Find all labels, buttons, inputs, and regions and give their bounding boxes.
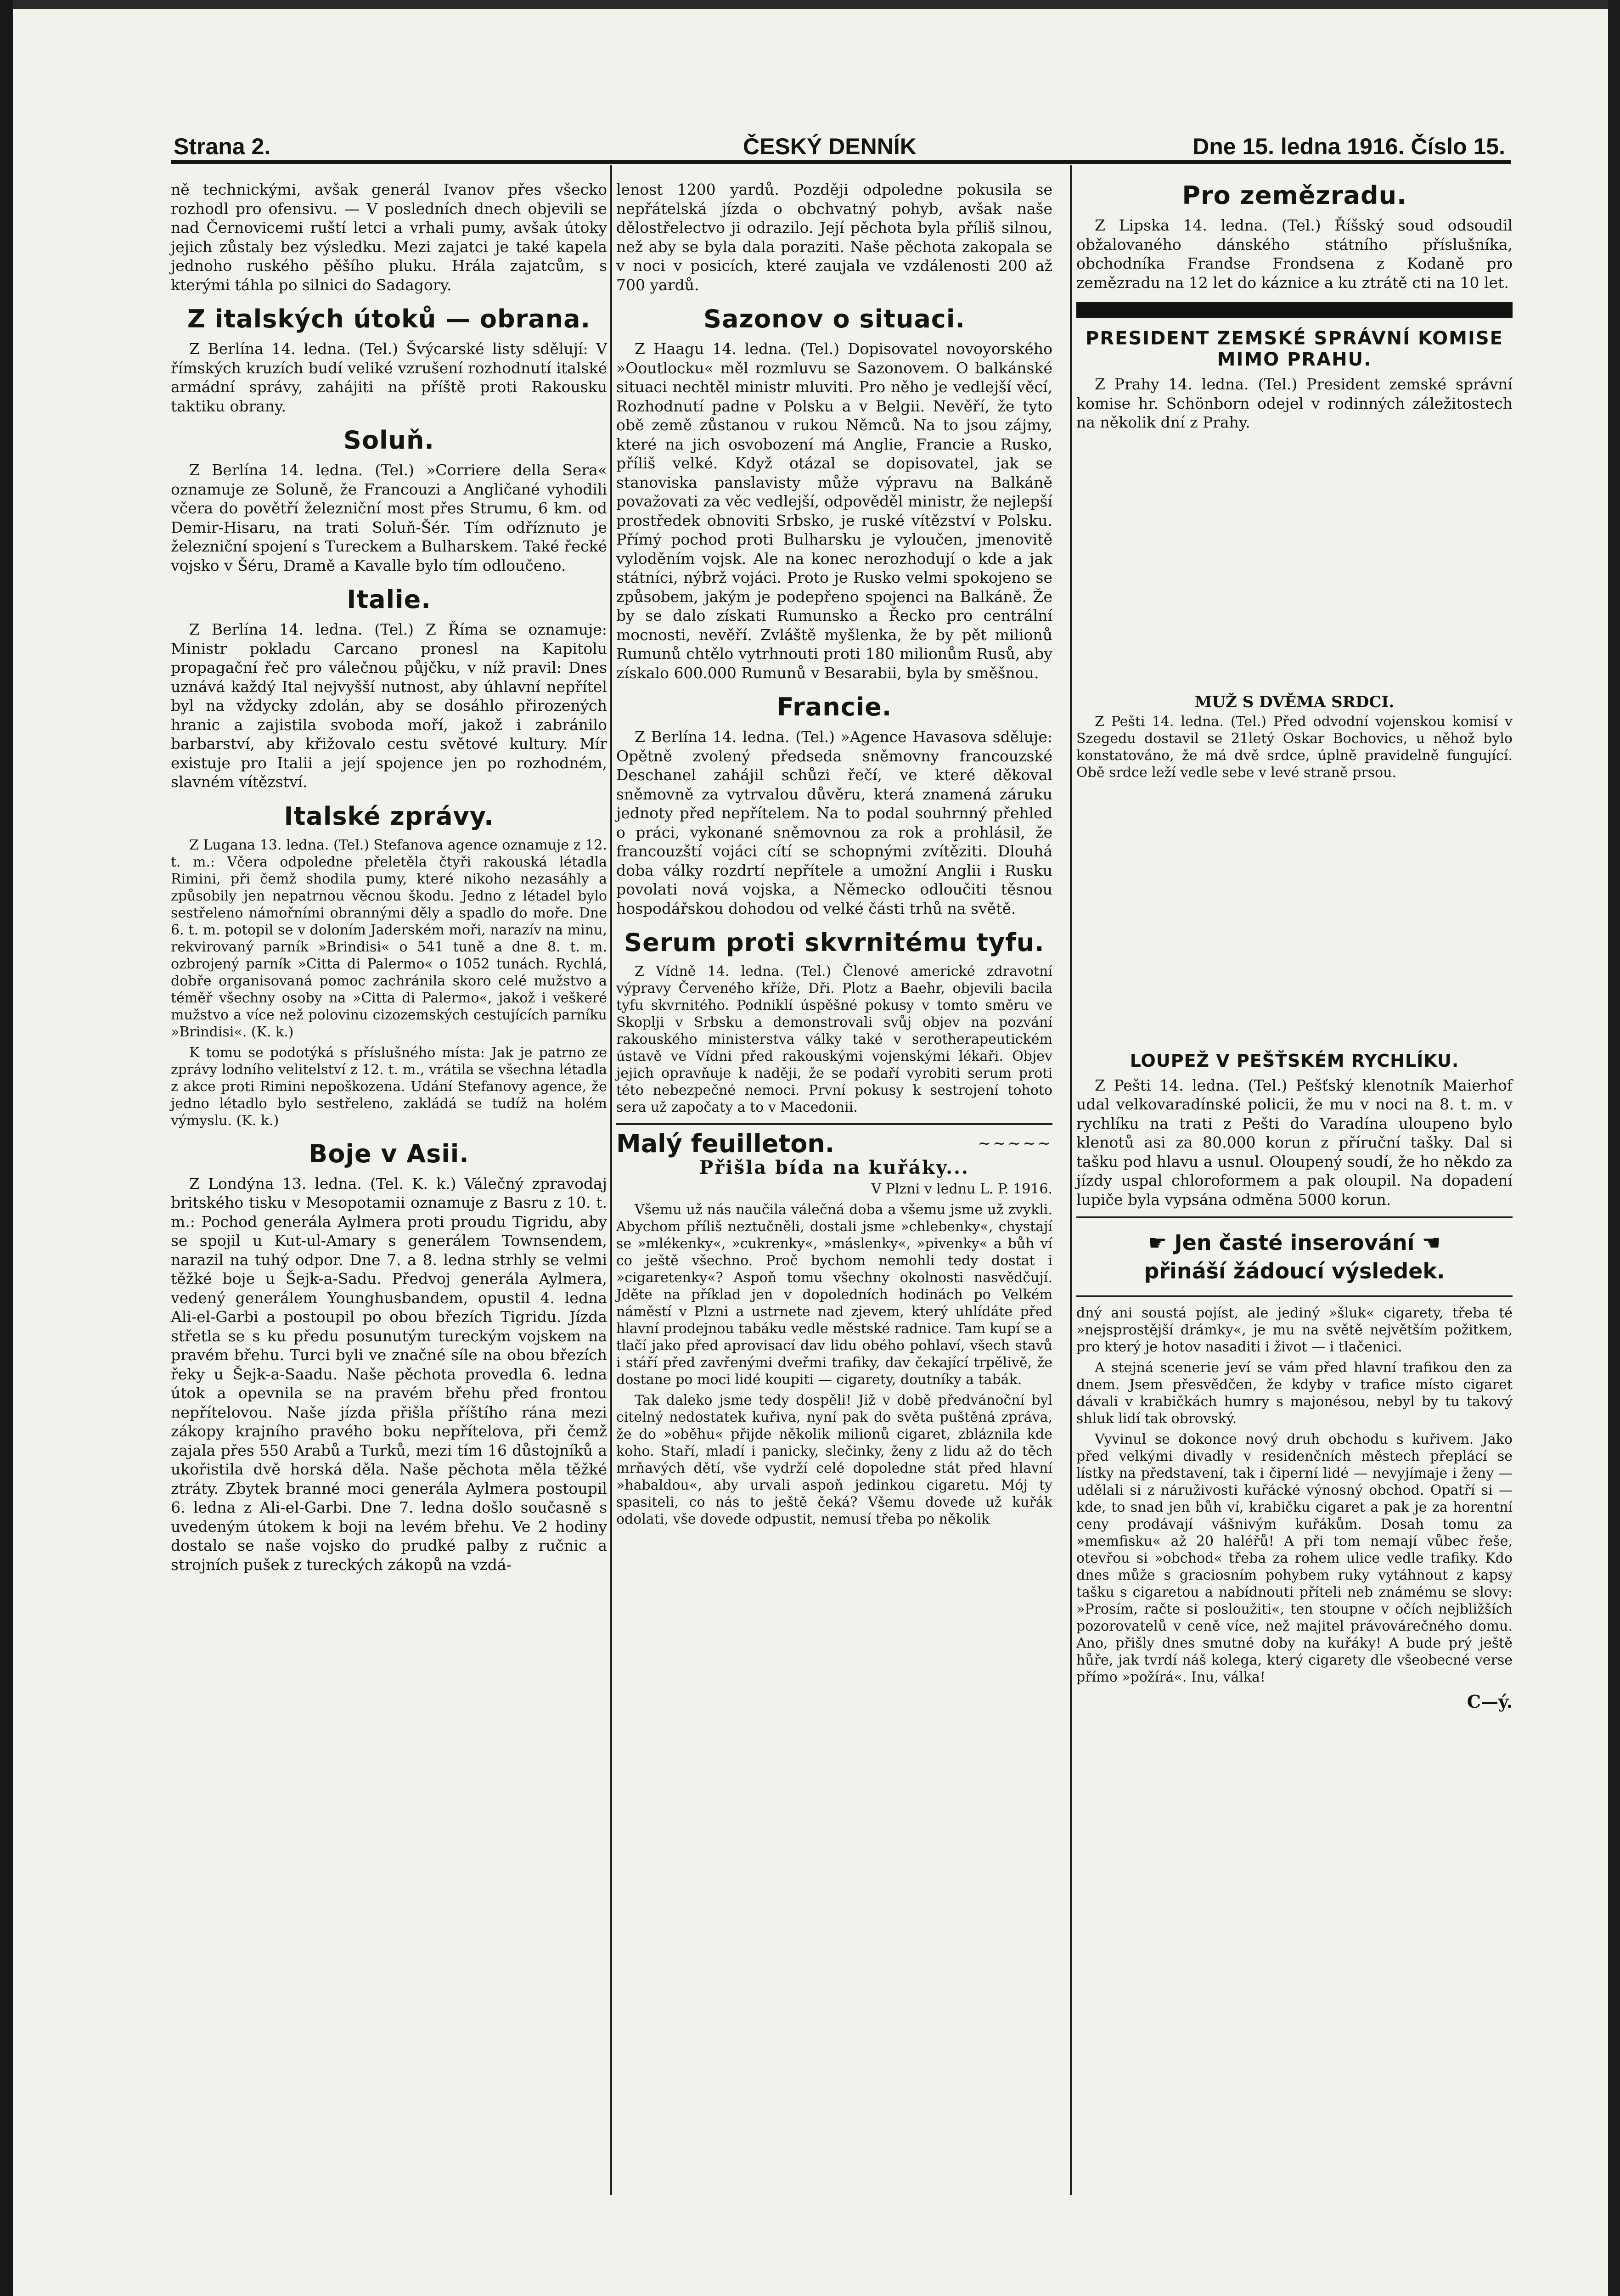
blank-space: [1076, 436, 1513, 693]
article-salonica: Z Berlína 14. ledna. (Tel.) »Corriere della Sera« oznamuje ze Soluně, že Francouzi a Angličané vyhodili včera do povětří železniční most přes Strumu, 6 km. od Demir-Hisaru, na trati Soluň-Šér. Tím odříznuto je železniční spojení s Tureckem a Bulharskem. Také řecké vojsko v Šéru, Dramě a Kavalle bylo tím odloučeno.: [171, 461, 607, 574]
advertisement-box: [1076, 1228, 1513, 1285]
feuilleton-dateline: V Plzni v lednu L. P. 1916.: [871, 1181, 1052, 1197]
headline-italian-attacks: Z italských útoků — obrana.: [187, 304, 591, 333]
ad-rule-bottom: [1076, 1295, 1513, 1297]
article-asia-continuation: lenost 1200 yardů. Později odpoledne pokusila se nepřátelská jízda o obchvatný pohyb, avšak naše dělostřelectvo ji odrazilo. Její pěchota byla příliš silnou, než aby se byla dala poraziti. Naše pěchota zakopala se v noci v posicích, které zaujala ve vzdálenosti 200 až 700 yardů.: [616, 180, 1052, 294]
newspaper-title: ČESKÝ DENNÍK: [743, 134, 917, 159]
feuilleton-paragraph-4: Vyvinul se dokonce nový druh obchodu s kuřivem. Jako před velkými divadly v residenčních městech přeplácí se lístky na představení, tak i čiperní lidé — nevyjímaje i ženy — udělali si z náruživosti kuřácké výnosný obchod. Opatří si — kde, to snad jen bůh ví, krabičku cigaret a pak je za horentní ceny prodávají vášnivým kuřákům. Dosah tomu za »memfisku« až 20 haléřů! A při tom nemají vůbec řeše, otevřou si »obchod« třeba za rohem ulice vedle trafiky. Kdo dnes může s graciosním pohybem ruky vytáhnout z kapsy tašku s cigaretou a nabídnouti příteli neb známému se slovy: »Prosím, račte si posloužiti«, ten stoupne v očích nejbližších pozorovatelů v ceně více, než majitel právovárečného domu. Ano, přišly dnes smutné doby na kuřáky! A bude prý ještě hůře, jak tvrdí náš kolega, který cigarety dle všeobecné verse přímo »požírá«. Inu, válka!: [1076, 1431, 1513, 1685]
headline-typhus-serum: Serum proti skvrnitému tyfu.: [624, 928, 1045, 957]
ad-line-2: přináší žádoucí výsledek.: [1144, 1259, 1445, 1283]
article-two-hearts: Z Pešti 14. ledna. (Tel.) Před odvodní vojenskou komisí v Szegedu dostavil se 21letý Oskar Bochovics, u něhož bylo konstatováno, že má dvě srdce, úplně pravidelně fungující. Obě srdce leží vedle sebe v levé straně prsou.: [1076, 713, 1513, 781]
column-divider-2: [1070, 165, 1072, 2195]
page-header: [174, 133, 1505, 161]
feuilleton-header: [616, 1129, 1052, 1158]
scan-edge-top: [0, 0, 1620, 9]
article-express-robbery: Z Pešti 14. ledna. (Tel.) Pešťský klenotník Maierhof udal velkovaradínské policii, že mu v noci na 8. t. m. v rychlíku na trati z Pešti do Varadína uloupeno bylo klenotů asi za 80.000 korun z příruční tašky. Dal si tašku pod hlavu a usnul. Oloupený soudí, že ho někdo za jízdy uspal chloroformem a pak oloupil. Na dopadení lupiče byla vypsána odměna 5000 korun.: [1076, 1076, 1513, 1209]
article-sazonov: Z Haagu 14. ledna. (Tel.) Dopisovatel novoyorského »Ooutlocku« měl rozmluvu se Sazonovem. O balkánské situaci nechtěl ministr mluviti. Pro něho je vedlejší věcí, Rozhodnutí padne v Polsku a v Belgii. Nevěří, že tyto obě země zůstanou v rukou Němců. Na to jsou zájmy, které na jich osvobození má Anglie, Francie a Rusko, příliš velké. Když otázal se dopisovatel, jak se stanoviska panslavisty může výpravu na Balkáně považovati za věc vedlejší, odpověděl ministr, že nejlepší prostředek obnoviti Srbsko, je ruské vítězství v Polsku. Přímý pochod proti Bulharsku je vyloučen, jmenovitě vyloděním vojsk. Ale na konec nerozhodují o kde a jak státníci, nýbrž vojáci. Proto je Rusko velmi spokojeno se způsobem, jakým je podepřeno spojenci na Balkáně. Že by se dalo získati Rumunsko a Řecko pro centrální mocnosti, nevěří. Zvláště myšlenka, že by pět milionů Rumunů chtělo vytrhnouti proti 180 milionům Rusů, aby získalo 600.000 Rumunů v Besarabii, byla by směšnou.: [616, 340, 1052, 682]
black-divider-bar: [1076, 302, 1513, 318]
article-treason: Z Lipska 14. ledna. (Tel.) Říšský soud odsoudil obžalovaného dánského státního příslušníka, obchodníka Frandse Frondsena z Kodaně pro zemězradu na 12 let do káznice a ku ztrátě cti na 10 let.: [1076, 216, 1513, 292]
author-signature: C—ý.: [1467, 1691, 1513, 1712]
column-3: [1076, 180, 1513, 1711]
column-divider-1: [610, 165, 612, 2195]
article-continuation: ně technickými, avšak generál Ivanov přes všecko rozhodl pro ofensivu. — V posledních dnech objevili se nad Černovicemi ruští letci a vrhali pumy, avšak útoky jejich zůstaly bez výsledku. Mezi zajatci je také kapela jednoho ruského pěšího pluku. Hrála zajatcům, s kterými táhla po silnici do Sadagory.: [171, 180, 607, 294]
headline-france: Francie.: [776, 692, 892, 721]
blank-space-2: [1076, 785, 1513, 1042]
feuilleton-paragraph-2: Tak daleko jsme tedy dospěli! Již v době předvánoční byl citelný nedostatek kuřiva, nyní pak do světa puštěná zpráva, že do »oběhu« přijde několik milionů cigaret, zbláznila kde koho. Staří, mladí i panicky, slečinky, ženy z lidu až do těch mrňavých dětí, vše vydrží celé dopoledne stát před hlavní »habaldou«, aby urvali aspoň jedinkou cigaretu. Mój ty spasiteli, co nás to ještě čeká? Všemu dovede už kuřák odolati, vše dovede odpustit, nemusí třeba po několik: [616, 1392, 1052, 1527]
headline-express-robbery: LOUPEŽ V PEŠŤSKÉM RYCHLÍKU.: [1130, 1050, 1459, 1071]
header-rule: [171, 160, 1511, 164]
headline-italian-news: Italské zprávy.: [284, 801, 494, 831]
headline-fighting-asia: Boje v Asii.: [309, 1139, 469, 1168]
feuilleton-subtitle: Přišla bída na kuřáky...: [699, 1156, 969, 1178]
scan-edge-right: [1608, 0, 1620, 2296]
column-2: [616, 180, 1052, 1531]
article-typhus-serum: Z Vídně 14. ledna. (Tel.) Členové americké zdravotní výpravy Červeného kříže, Dři. Plotz a Baehr, objevili bacila tyfu skvrnitého. Podniklí úspěšné pokusy v tomto směru ve Skoplji v Srbsku a demonstrovali svůj objev na pozvání rakouského ministerstva války také v serotherapeutickém ústavě ve Vídni před rakouskými vojenskými lékaři. Objev jejich opravňuje k naději, že se podaří vyrobiti serum proti této nebezpečné nemoci. První pokusy k sestrojení tohoto sera už započaty a to v Macedonii.: [616, 963, 1052, 1115]
headline-president-commission: PRESIDENT ZEMSKÉ SPRÁVNÍ KOMISE MIMO PRAHU.: [1086, 328, 1503, 370]
article-italian-news-note: K tomu se podotýká s příslušného místa: Jak je patrno ze zprávy lodního velitelství z 12. t. m., vrátila se všechna létadla z akce proti Rimini nepoškozena. Udání Stefanovy agence, že jedno létadlo bylo sestřeleno, zakládá se tudíž na holém výmyslu. (K. k.): [171, 1044, 607, 1129]
article-italian-news: Z Lugana 13. ledna. (Tel.) Stefanova agence oznamuje z 12. t. m.: Včera odpoledne přeletěla čtyři rakouská létadla Rimini, při čemž shodila pumy, které nikoho nezasáhly a způsobily jen nepatrnou věcnou škodu. Jedno z létadel bylo sestřeleno námořními obrannými děly a spadlo do moře. Dne 6. t. m. potopil se v doloním Jaderském moři, narazív na minu, rekvirovaný parník »Brindisi« o 541 tuně a dne 8. t. m. ozbrojený parník »Citta di Palermo« o 1052 tunách. Rychlá, dobře organisovaná pomoc zachránila skoro celé mužstvo a téměř všechny osoby na »Citta di Palermo«, jakož i veškeré mužstvo a více než polovinu cizozemských cestujících parníku »Brindisi«. (K. k.): [171, 837, 607, 1040]
scan-edge-left: [0, 0, 13, 2296]
feuilleton-title: Malý feuilleton.: [616, 1129, 835, 1158]
article-italy: Z Berlína 14. ledna. (Tel.) Z Říma se oznamuje: Ministr pokladu Carcano pronesl na Kapitolu propagační řeč pro válečnou půjčku, v níž pravil: Dnes uznává každý Ital nejvyšší nutnost, aby úhlavní nepřítel byl na vždycky zdolán, aby se dosáhlo přirozených hranic a zajistila svoboda moří, jakož i zabránilo barbarství, aby křižovalo cestu světové kultury. Mír existuje pro Italii a její spojence jen po rozhodném, slavném vítězství.: [171, 620, 607, 791]
ad-rule-top: [1076, 1216, 1513, 1218]
issue-date: Dne 15. ledna 1916. Číslo 15.: [1192, 134, 1505, 159]
feuilleton-paragraph-1: Všemu už nás naučila válečná doba a všemu jsme už zvykli. Abychom příliš neztučněli, dostali jsme »chlebenky«, chystají se »mlékenky«, »cukrenky«, »máslenky«, »pivenky« a bůh ví co ještě všechno. Proč bychom nemohli tedy dostat i »cigaretenky«? Aspoň tomu všechny okolnosti nasvědčují. Jděte na příklad jen v dopoledních hodinách po Velkém náměstí v Plzni a ustrnete nad zjevem, který uhlídáte před hlavní prodejnou tabáku vedle městské radnice. Tam kupí se a tlačí jako před aprovisací dav lidu obého pohlaví, všech stavů i stáří před zavřenými dveřmi trafiky, dav čekající trpělivě, že dostane po moci lidé koupiti — cigarety, doutníky a tabák.: [616, 1202, 1052, 1388]
article-president-commission: Z Prahy 14. ledna. (Tel.) President zemské správní komise hr. Schönborn odejel v rodinných záležitostech na několik dní z Prahy.: [1076, 375, 1513, 431]
feuilleton-ornament: ~~~~~: [978, 1134, 1052, 1153]
feuilleton-paragraph-3: A stejná scenerie jeví se vám před hlavní trafikou den za dnem. Jsem přesvědčen, že kdyby v trafice místo cigaret dávali v krabičkách humry s majonésou, nebyl by tu takový shluk lidí tak obrovský.: [1076, 1360, 1513, 1427]
headline-two-hearts: MUŽ S DVĚMA SRDCI.: [1194, 692, 1395, 711]
headline-salonica: Soluň.: [343, 426, 434, 455]
section-rule: [616, 1123, 1052, 1125]
feuilleton-continuation: dný ani soustá pojíst, ale jediný »šluk« cigarety, třeba té »nejsprostější drámky«, je mu na světě největším požitkem, pro který je hotov nasaditi i život — i tlačenici.: [1076, 1305, 1513, 1355]
column-1: [171, 180, 607, 1578]
article-france: Z Berlína 14. ledna. (Tel.) »Agence Havasova sděluje: Opětně zvolený předseda sněmovny francouzské Deschanel zahájil schůzi řečí, ve které děkoval sněmovně za vytrvalou důvěru, která znamená záruku jednoty před nepřítelem. Na to podal souhrnný přehled o práci, vykonané sněmovnou za rok a prohlásil, že francouzští vojáci cítí se schopnými zvítěziti. Dlouhá doba války rozdrtí nepřítele a umožní Anglii i Rusku povolati nová vojska, a Německo odloučiti těsnou hospodářskou dohodou od velké části trhů na světě.: [616, 728, 1052, 917]
ad-line-1: ☛ Jen časté inserování ☚: [1148, 1230, 1441, 1255]
headline-italy: Italie.: [347, 585, 431, 614]
article-italian-attacks: Z Berlína 14. ledna. (Tel.) Švýcarské listy sdělují: V římských kruzích budí veliké vzrušení rozhodnutí italské armádní správy, zahájiti na příště proti Rakousku taktiku obrany.: [171, 340, 607, 415]
headline-sazonov: Sazonov o situaci.: [703, 304, 965, 333]
article-fighting-asia: Z Londýna 13. ledna. (Tel. K. k.) Válečný zpravodaj britského tisku v Mesopotamii oznamuje z Basru z 10. t. m.: Pochod generála Aylmera proti proudu Tigridu, aby se spojil u Kut-ul-Amary s generálem Townsendem, narazil na tuhý odpor. Dne 7. a 8. ledna strhly se velmi těžké boje u Šejk-a-Sadu. Předvoj generála Aylmera, vedený generálem Younghusbandem, opustil 4. ledna Ali-el-Garbi a postoupil po obou březích Tigridu. Jízda střetla se s ku předu posunutým tureckým vojskem na pravém břehu. Turci byli ve značné síle na obou březích řeky u Šejk-a-Saadu. Naše pěchota provedla 6. ledna útok a opevnila se na pravém břehu před frontou nepřítelovou. Naše jízda přišla příštího rána mezi zákopy krajního pravého boku nepřítelova, při čemž zajala přes 550 Arabů a Turků, mezi tím 16 důstojníků a ukořistila dvě horská děla. Naše pěchota měla těžké ztráty. Zbytek branné moci generála Aylmera postoupil 6. ledna z Ali-el-Garbi. Dne 7. ledna došlo současně s uvedeným útokem k boji na levém břehu. Ve 2 hodiny dostalo se naše vojsko do prudké palby z ručnic a strojních pušek z tureckých zákopů na vzdá-: [171, 1174, 607, 1574]
page-number: Strana 2.: [174, 134, 271, 159]
headline-treason: Pro zemězradu.: [1182, 181, 1407, 210]
